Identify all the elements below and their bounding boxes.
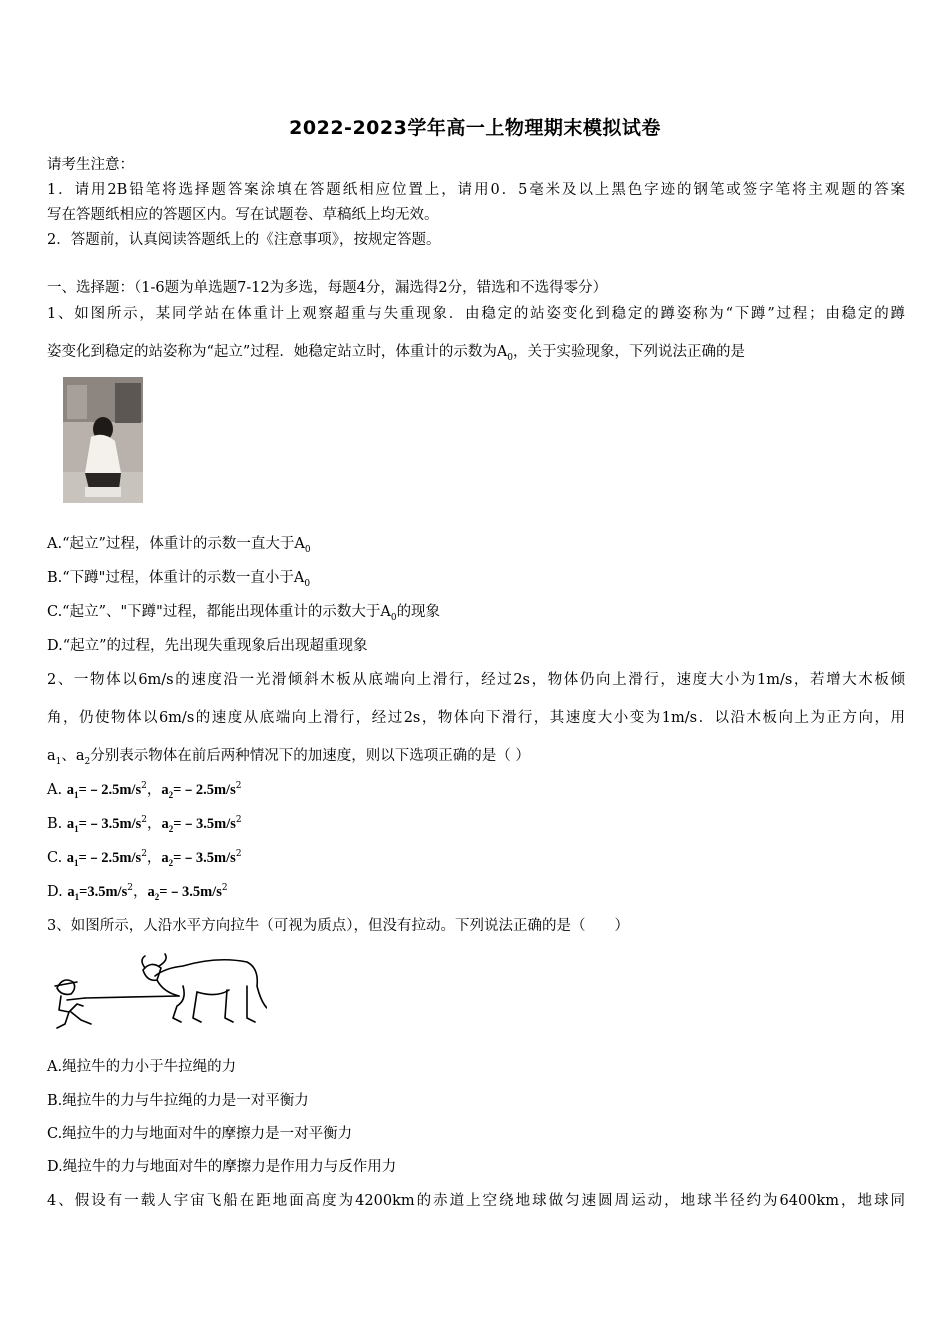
- q3-illustration-person-pulling-ox: [47, 946, 267, 1036]
- q2-stem-line-1: 2、一物体以6m/s的速度沿一光滑倾斜木板从底端向上滑行，经过2s，物体仍向上滑行，速度大小为1m/s，若增大木板倾: [47, 672, 905, 688]
- q2-stem-line-2: 角，仍使物体以6m/s的速度从底端向上滑行，经过2s，物体向下滑行，其速度大小变为1m/s．以沿木板向上为正方向，用: [47, 710, 905, 726]
- notice-item-1-line-2: 写在答题纸相应的答题区内。写在试题卷、草稿纸上均无效。: [47, 207, 439, 223]
- notice-item-1-line-1: 1．请用2B铅笔将选择题答案涂填在答题纸相应位置上，请用0．5毫米及以上黑色字迹的钢笔或签字笔将主观题的答案: [47, 182, 905, 198]
- q2-option-c: C. $a_1=﹣2.5m/s^2$，$a_2=﹣3.5m/s^2$: [47, 849, 242, 868]
- q1-option-b: B.“下蹲"过程，体重计的示数一直小于$A_0$: [47, 570, 311, 589]
- q1-option-c: C.“起立”、"下蹲"过程，都能出现体重计的示数大于$A_0$的现象: [47, 604, 441, 623]
- q1-stem-line-2: 姿变化到稳定的站姿称为“起立”过程．她稳定站立时，体重计的示数为$A_0$，关于实验现象，下列说法正确的是: [47, 344, 746, 363]
- q1-option-d: D.“起立”的过程，先出现失重现象后出现超重现象: [47, 638, 368, 654]
- person-figure: [55, 980, 91, 1028]
- q4-stem-line-1: 4、假设有一载人宇宙飞船在距地面高度为4200km的赤道上空绕地球做匀速圆周运动，地球半径约为6400km，地球同: [47, 1193, 905, 1209]
- q3-option-a: A.绳拉牛的力小于牛拉绳的力: [47, 1059, 237, 1075]
- exam-title: 2022-2023学年高一上物理期末模拟试卷: [289, 117, 661, 139]
- q2-option-d: D. $a_1=3.5m/s^2$，$a_2=﹣3.5m/s^2$: [47, 883, 228, 902]
- q2-option-b: B. $a_1=﹣3.5m/s^2$，$a_2=﹣3.5m/s^2$: [47, 815, 242, 834]
- rope: [85, 996, 179, 998]
- section-heading: 一、选择题：（1-6题为单选题7-12为多选，每题4分，漏选得2分，错选和不选得零分）: [47, 280, 608, 296]
- notice-heading: 请考生注意：: [47, 157, 134, 173]
- q1-option-a: A.“起立”过程，体重计的示数一直大于$A_0$: [47, 536, 311, 555]
- notice-item-2: 2．答题前，认真阅读答题纸上的《注意事项》，按规定答题。: [47, 232, 441, 248]
- q3-option-c: C.绳拉牛的力与地面对牛的摩擦力是一对平衡力: [47, 1126, 353, 1142]
- q1-stem-line-1: 1、如图所示，某同学站在体重计上观察超重与失重现象．由稳定的站姿变化到稳定的蹲姿称为“下蹲”过程；由稳定的蹲: [47, 306, 905, 322]
- ox-figure: [142, 954, 267, 1022]
- q3-option-d: D.绳拉牛的力与地面对牛的摩擦力是作用力与反作用力: [47, 1159, 397, 1175]
- q1-photo-girl-on-scale: [63, 377, 143, 503]
- q3-stem: 3、如图所示，人沿水平方向拉牛（可视为质点），但没有拉动。下列说法正确的是（ ）: [47, 918, 629, 934]
- q2-stem-line-3: $a_1$、$a_2$分别表示物体在前后两种情况下的加速度，则以下选项正确的是（ ）: [47, 748, 530, 767]
- q2-option-a: A. $a_1=﹣2.5m/s^2$，$a_2=﹣2.5m/s^2$: [47, 781, 242, 800]
- q3-option-b: B.绳拉牛的力与牛拉绳的力是一对平衡力: [47, 1093, 309, 1109]
